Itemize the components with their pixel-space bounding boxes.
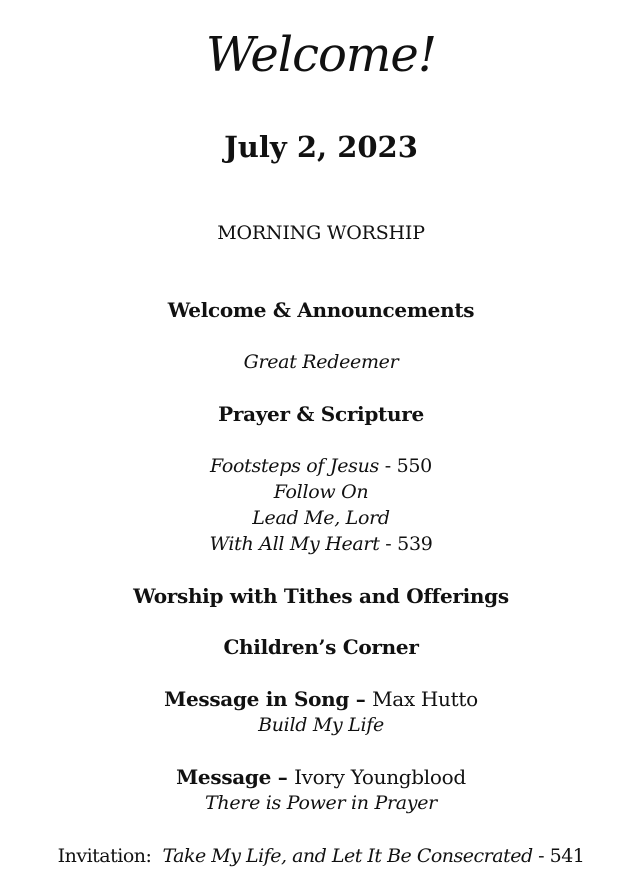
welcome-heading: Welcome & Announcements — [167, 298, 475, 322]
invitation-song: Take My Life, and Let It Be Consecrated — [162, 845, 533, 867]
song-list-item — [0, 531, 642, 557]
prayer-heading: Prayer & Scripture — [218, 402, 424, 426]
hymn-number: - 539 — [379, 533, 433, 555]
hymn-number: - 550 — [378, 455, 432, 477]
message-heading — [0, 764, 642, 790]
childrens-corner-heading: Children’s Corner — [223, 635, 419, 659]
song-list-item — [0, 453, 642, 479]
message-in-song-label: Message in Song – — [164, 687, 373, 711]
invitation-line — [0, 843, 642, 869]
song-list-item — [0, 505, 642, 531]
speaker-name: Ivory Youngblood — [294, 765, 466, 789]
sermon-title: There is Power in Prayer — [205, 792, 437, 814]
message-label: Message – — [176, 765, 295, 789]
song-title: Footsteps of Jesus — [210, 455, 379, 477]
message-song-title: Build My Life — [258, 714, 384, 736]
page-title: Welcome! — [205, 27, 437, 83]
song-title: Lead Me, Lord — [252, 507, 390, 529]
service-date: July 2, 2023 — [224, 130, 418, 164]
message-in-song-heading — [0, 686, 642, 712]
invitation-label: Invitation: — [57, 845, 163, 867]
song-list-item — [0, 479, 642, 505]
song-title: With All My Heart — [209, 533, 380, 555]
tithes-heading: Worship with Tithes and Offerings — [133, 584, 509, 608]
hymn-number: - 541 — [532, 845, 585, 867]
song-title: Follow On — [273, 481, 369, 503]
singer-name: Max Hutto — [372, 687, 478, 711]
opening-song: Great Redeemer — [243, 351, 399, 373]
service-name: MORNING WORSHIP — [217, 222, 425, 244]
